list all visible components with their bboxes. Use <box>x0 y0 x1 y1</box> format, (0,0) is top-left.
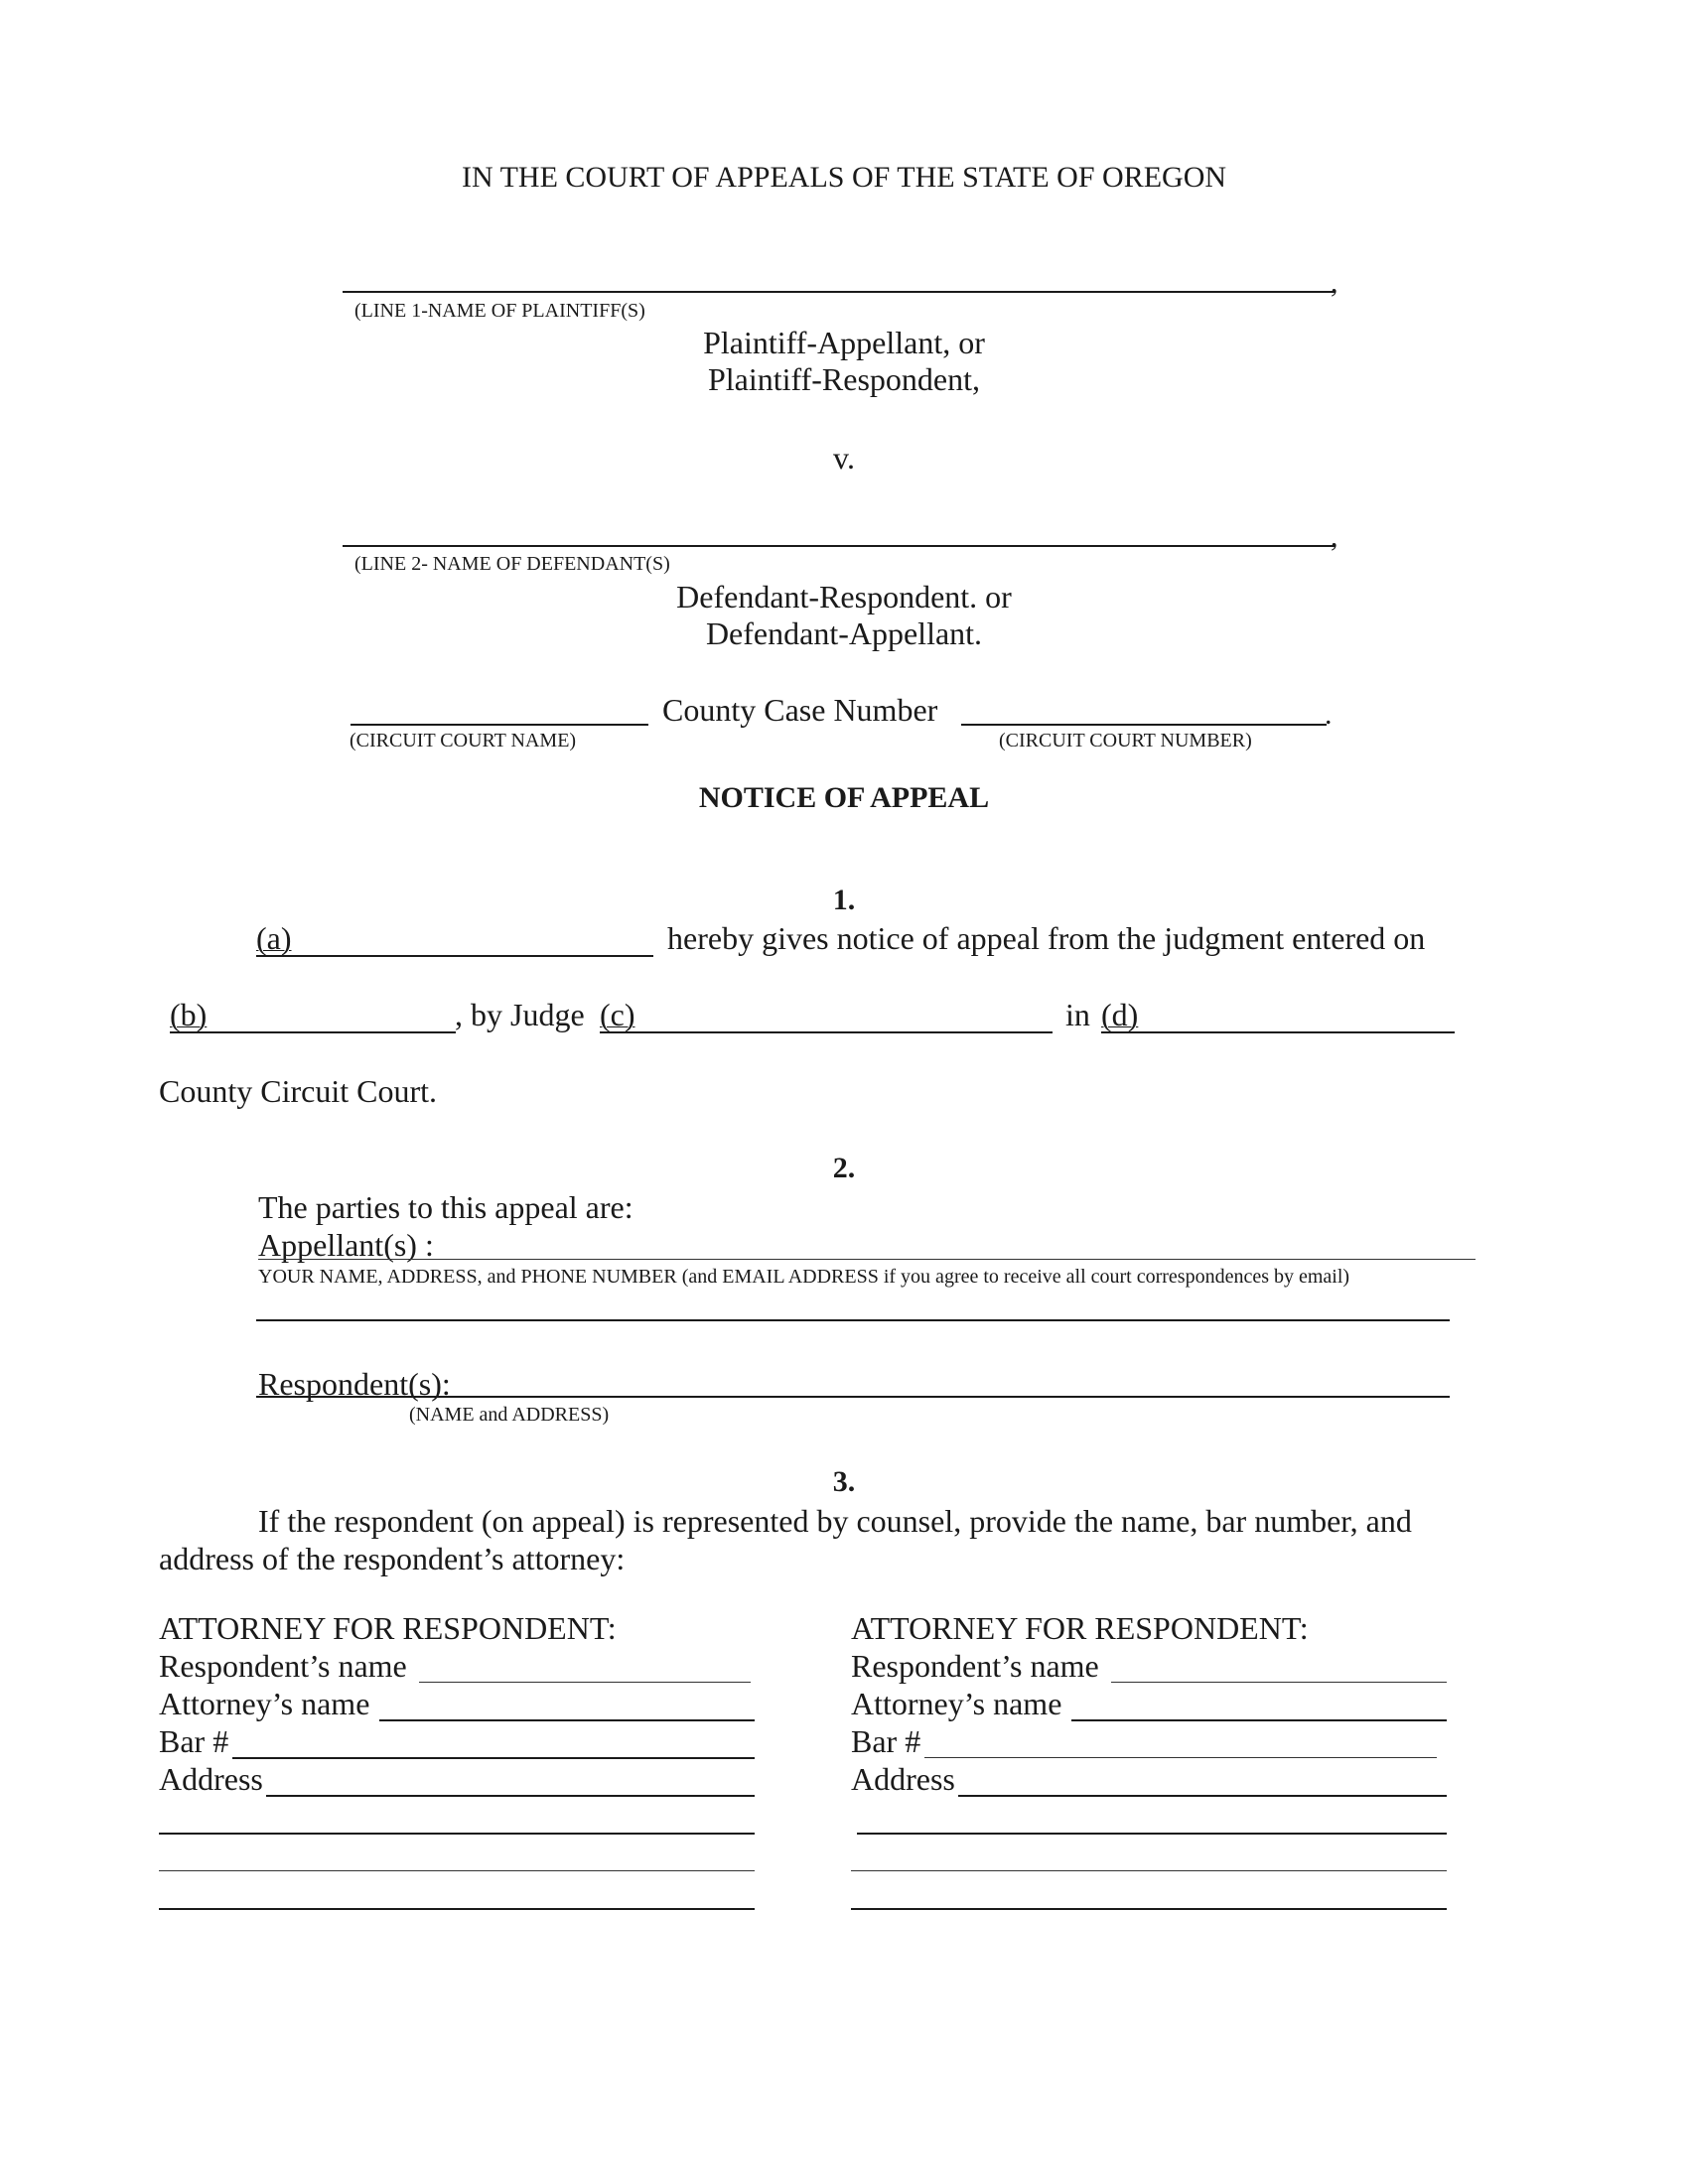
address-field-2[interactable] <box>159 1833 755 1835</box>
attorney-heading: ATTORNEY FOR RESPONDENT: <box>851 1610 1309 1646</box>
circuit-court-name-label: (CIRCUIT COURT NAME) <box>350 730 577 751</box>
address-label: Address <box>851 1761 955 1797</box>
attorney-block-1 <box>159 1610 755 1928</box>
address-label: Address <box>159 1761 263 1797</box>
section-3-paragraph-line-1: If the respondent (on appeal) is represented by counsel, provide the name, bar number, and <box>258 1503 1412 1539</box>
appellant-info-field-1[interactable] <box>258 1259 1476 1260</box>
bar-number-label: Bar # <box>159 1723 229 1759</box>
appellant-name-blank[interactable] <box>256 955 653 957</box>
in-text: in <box>1065 997 1090 1032</box>
plaintiff-name-field[interactable] <box>343 291 1336 293</box>
address-field-4[interactable] <box>851 1908 1447 1910</box>
attorney-name-label: Attorney’s name <box>159 1686 370 1721</box>
field-c-prefix: (c) <box>600 997 635 1032</box>
respondent-hint: (NAME and ADDRESS) <box>409 1404 610 1426</box>
respondent-info-field[interactable] <box>256 1396 1450 1398</box>
attorney-block-2 <box>851 1610 1447 1928</box>
address-field-3[interactable] <box>851 1870 1447 1871</box>
defendant-role-1: Defendant-Respondent. or <box>676 579 1012 614</box>
respondent-name-label: Respondent’s name <box>851 1648 1099 1684</box>
county-circuit-text: County Circuit Court. <box>159 1073 437 1109</box>
plaintiff-line-label: (LINE 1-NAME OF PLAINTIFF(S) <box>354 300 645 322</box>
appellant-hint: YOUR NAME, ADDRESS, and PHONE NUMBER (and EMAIL ADDRESS if you agree to receive all court correspondences by email) <box>258 1266 1350 1288</box>
field-b-prefix: (b) <box>170 997 208 1032</box>
respondent-name-field[interactable] <box>1111 1682 1447 1683</box>
attorney-name-field[interactable] <box>379 1719 755 1721</box>
section-1-number: 1. <box>832 884 856 916</box>
defendant-line-label: (LINE 2- NAME OF DEFENDANT(S) <box>354 553 670 575</box>
bar-number-field[interactable] <box>924 1757 1437 1758</box>
section-3-number: 3. <box>832 1465 856 1498</box>
bar-number-label: Bar # <box>851 1723 921 1759</box>
address-field-1[interactable] <box>958 1795 1447 1797</box>
field-d-prefix: (d) <box>1101 997 1139 1032</box>
circuit-court-number-field[interactable] <box>961 724 1327 726</box>
address-field-3[interactable] <box>159 1870 755 1871</box>
judge-name-blank[interactable] <box>600 1031 1053 1033</box>
defendant-comma: , <box>1331 520 1338 553</box>
address-field-4[interactable] <box>159 1908 755 1910</box>
appellant-info-field-2[interactable] <box>256 1319 1450 1321</box>
section-2-number: 2. <box>832 1152 856 1184</box>
circuit-court-name-field[interactable] <box>351 724 648 726</box>
address-field-1[interactable] <box>266 1795 755 1797</box>
respondent-name-label: Respondent’s name <box>159 1648 407 1684</box>
plaintiff-comma: , <box>1331 266 1338 299</box>
field-a-prefix: (a) <box>256 920 292 956</box>
appellant-label: Appellant(s) : <box>258 1227 434 1263</box>
section-3-paragraph-line-2: address of the respondent’s attorney: <box>159 1541 626 1576</box>
circuit-court-number-label: (CIRCUIT COURT NUMBER) <box>999 730 1252 751</box>
attorney-heading: ATTORNEY FOR RESPONDENT: <box>159 1610 617 1646</box>
parties-intro: The parties to this appeal are: <box>258 1189 633 1225</box>
court-title: IN THE COURT OF APPEALS OF THE STATE OF OREGON <box>461 161 1227 194</box>
plaintiff-role-2: Plaintiff-Respondent, <box>707 361 981 397</box>
respondent-label: Respondent(s): <box>258 1366 451 1402</box>
gives-notice-text: hereby gives notice of appeal from the judgment entered on <box>667 920 1426 956</box>
versus: v. <box>833 440 855 476</box>
attorney-name-label: Attorney’s name <box>851 1686 1062 1721</box>
respondent-name-field[interactable] <box>419 1682 751 1683</box>
address-field-2[interactable] <box>857 1833 1447 1835</box>
defendant-role-2: Defendant-Appellant. <box>705 615 983 651</box>
county-blank[interactable] <box>1101 1031 1455 1033</box>
document-title: NOTICE OF APPEAL <box>698 781 990 814</box>
bar-number-field[interactable] <box>232 1757 755 1759</box>
by-judge-text: , by Judge <box>455 997 585 1032</box>
plaintiff-role-1: Plaintiff-Appellant, or <box>703 325 985 360</box>
county-case-label: County Case Number <box>662 692 938 728</box>
judgment-date-blank[interactable] <box>170 1031 456 1033</box>
attorney-name-field[interactable] <box>1071 1719 1447 1721</box>
case-number-period: . <box>1325 698 1333 731</box>
defendant-name-field[interactable] <box>343 545 1336 547</box>
